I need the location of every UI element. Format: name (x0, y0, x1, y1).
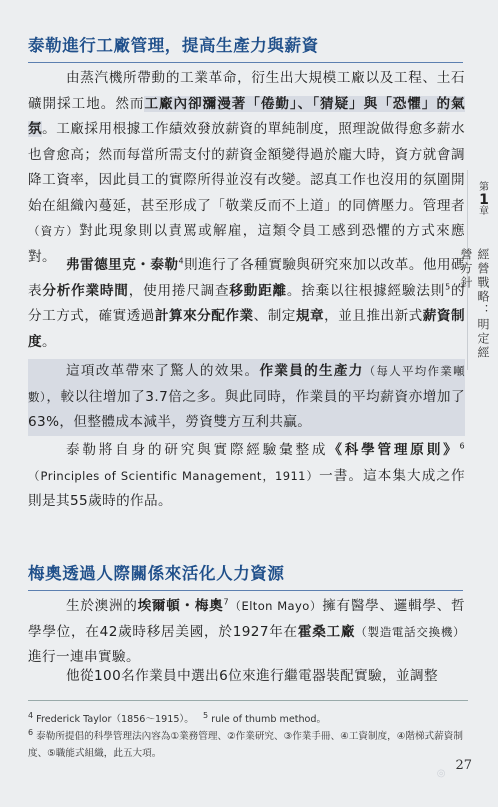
paragraph-industrial-revolution: 由蒸汽機所帶動的工業革命，衍生出大規模工廠以及工程、土石礦開採工地。然而工廠內卻瀰漫著「倦勤」、「猜疑」與「恐懼」的氣氛。工廠採用根據工作績效發放薪資的單純制度，照理說做得愈多薪水也會愈高；然而每當所需支付的薪資金額變得過於龐大時，資方就會調降工資率，因此員工的實際所得並沒有改變。認真工作也沒用的氛圍開始在組織內蔓延，甚至形成了「敬業反而不上道」的同儕壓力。管理者（資方）對此現象則以責罵或解雇，這類令員工感到恐懼的方式來應對。 (28, 70, 466, 265)
paragraph-scientific-management: 泰勒將自身的研究與實際經驗彙整成《科學管理原則》$^6$（Principles of Scientific Management，1911）一書。這本集大成之作則是其55歲時的作品。 (28, 441, 465, 509)
chapter-label: 第 1 章 (479, 182, 489, 217)
person-name-mayo: 埃爾頓・梅奧 (137, 598, 224, 614)
paragraph-taylor-reform: 弗雷德里克・泰勒$^4$則進行了各種實驗與研究來加以改革。他用碼表分析作業時間，使用捲尺調查移動距離。捨棄以往根據經驗法則$^5$的分工方式，確實透過計算來分配作業、制定規章，並且推出新式薪資制度。 (28, 256, 466, 350)
chapter-title: 經營戰略：明定經營方針 (459, 248, 490, 360)
watermark-stamp: ◎ (435, 766, 447, 780)
person-name-taylor: 弗雷德里克・泰勒 (66, 257, 179, 273)
paragraph-mayo-experiment: 他從100名作業員中選出6位來進行繼電器裝配實驗，並調整 (66, 668, 439, 684)
page-number: 27 (455, 758, 472, 773)
chapter-side-tab (459, 170, 498, 370)
paragraph-reform-results: 這項改革帶來了驚人的效果。作業員的生產力（每人平均作業噸數），較以往增加了3.7倍之多。與此同時，作業員的平均薪資亦增加了63%，但整體成本減半，勞資雙方互利共贏。 (28, 359, 465, 436)
footnotes (28, 700, 468, 762)
hawthorne-factory: 霍桑工廠 (297, 623, 356, 640)
highlight-fear-atmosphere: 工廠內卻瀰漫著「倦勤」、「猜疑」與「恐懼」的氣氛 (28, 95, 465, 137)
section-heading-mayo: 梅奧透過人際關係來活化人力資源 (28, 560, 463, 591)
footnote-6: $^6$ 泰勒所提倡的科學管理法內容為①業務管理、②作業研究、③作業手冊、④工資制度，④階梯式薪資制度、⑤職能式組織，此五大項。 (28, 727, 463, 759)
paragraph-mayo-intro: 生於澳洲的埃爾頓・梅奧$^7$（Elton Mayo）擁有醫學、邏輯學、哲學學位，在42歲時移居美國，於1927年在霍桑工廠（製造電話交換機）進行一連串實驗。 (28, 597, 466, 665)
footnote-4-5: $^4$ Frederick Taylor（1856～1915）。 $^5$ rule of thumb method。 (28, 710, 327, 725)
book-title: 《科學管理原則》 (328, 442, 460, 458)
section-heading-taylor: 泰勒進行工廠管理，提高生產力與薪資 (28, 32, 463, 63)
